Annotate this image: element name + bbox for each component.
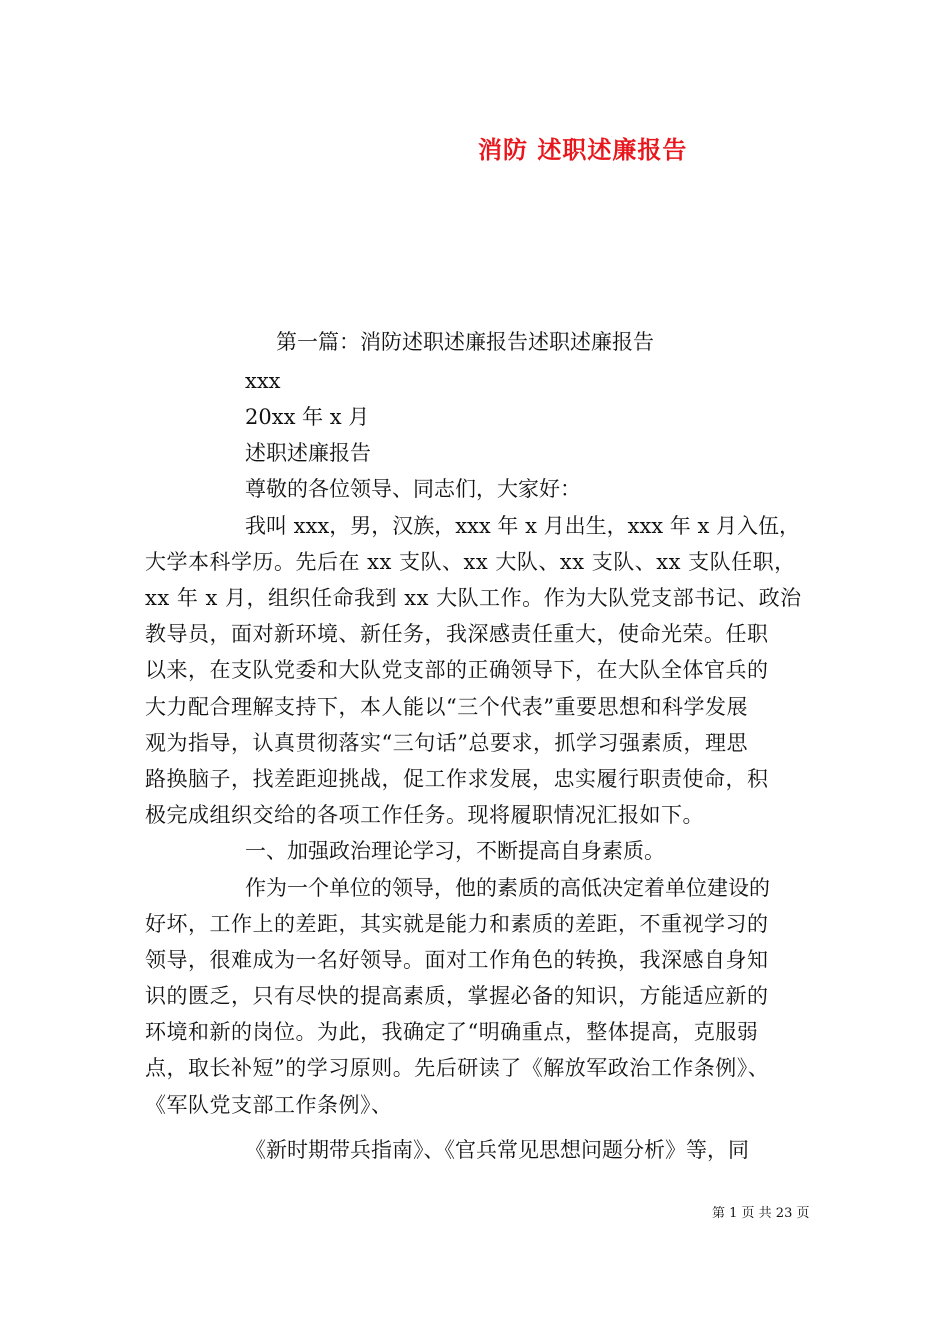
paragraph-line: 《新时期带兵指南》、《官兵常见思想问题分析》等，同 xyxy=(245,1138,749,1162)
paragraph-line: 路换脑子，找差距迎挑战，促工作求发展，忠实履行职责使命，积 xyxy=(145,767,769,791)
report-date: 20xx 年 x 月 xyxy=(245,405,370,429)
paragraph-line: 大学本科学历。先后在 xx 支队、xx 大队、xx 支队、xx 支队任职， xyxy=(145,550,796,574)
paragraph-line: 领导，很难成为一名好领导。面对工作角色的转换，我深感自身知 xyxy=(145,948,769,972)
paragraph-line: 教导员，面对新环境、新任务，我深感责任重大，使命光荣。任职 xyxy=(145,622,769,646)
author-name: xxx xyxy=(245,369,281,393)
paragraph-line: 以来，在支队党委和大队党支部的正确领导下，在大队全体官兵的 xyxy=(145,658,769,682)
paragraph-line: 点，取长补短”的学习原则。先后研读了《解放军政治工作条例》、 xyxy=(145,1056,770,1080)
salutation: 尊敬的各位领导、同志们，大家好： xyxy=(245,477,581,501)
section-heading-1: 一、加强政治理论学习，不断提高自身素质。 xyxy=(245,839,665,863)
paragraph-line: 好坏，工作上的差距，其实就是能力和素质的差距，不重视学习的 xyxy=(145,912,769,936)
paragraph-line: 环境和新的岗位。为此，我确定了“明确重点，整体提高，克服弱 xyxy=(145,1020,759,1044)
paragraph-line: 大力配合理解支持下，本人能以“三个代表”重要思想和科学发展 xyxy=(145,695,748,719)
paragraph-line: xx 年 x 月，组织任命我到 xx 大队工作。作为大队党支部书记、政治 xyxy=(145,586,802,610)
paragraph-line: 作为一个单位的领导，他的素质的高低决定着单位建设的 xyxy=(245,876,770,900)
page-number: 第 1 页 共 23 页 xyxy=(712,1206,810,1221)
paragraph-line: 我叫 xxx，男，汉族，xxx 年 x 月出生，xxx 年 x 月入伍， xyxy=(245,514,801,538)
paragraph-line: 极完成组织交给的各项工作任务。现将履职情况汇报如下。 xyxy=(145,803,704,827)
document-title: 消防 述职述廉报告 xyxy=(478,135,688,164)
paragraph-line: 《军队党支部工作条例》、 xyxy=(145,1093,393,1117)
section-heading: 第一篇：消防述职述廉报告述职述廉报告 xyxy=(276,330,654,354)
report-subtitle: 述职述廉报告 xyxy=(245,441,371,465)
paragraph-line: 观为指导，认真贯彻落实“三句话”总要求，抓学习强素质，理思 xyxy=(145,731,748,755)
paragraph-line: 识的匮乏，只有尽快的提高素质，掌握必备的知识，方能适应新的 xyxy=(145,984,769,1008)
